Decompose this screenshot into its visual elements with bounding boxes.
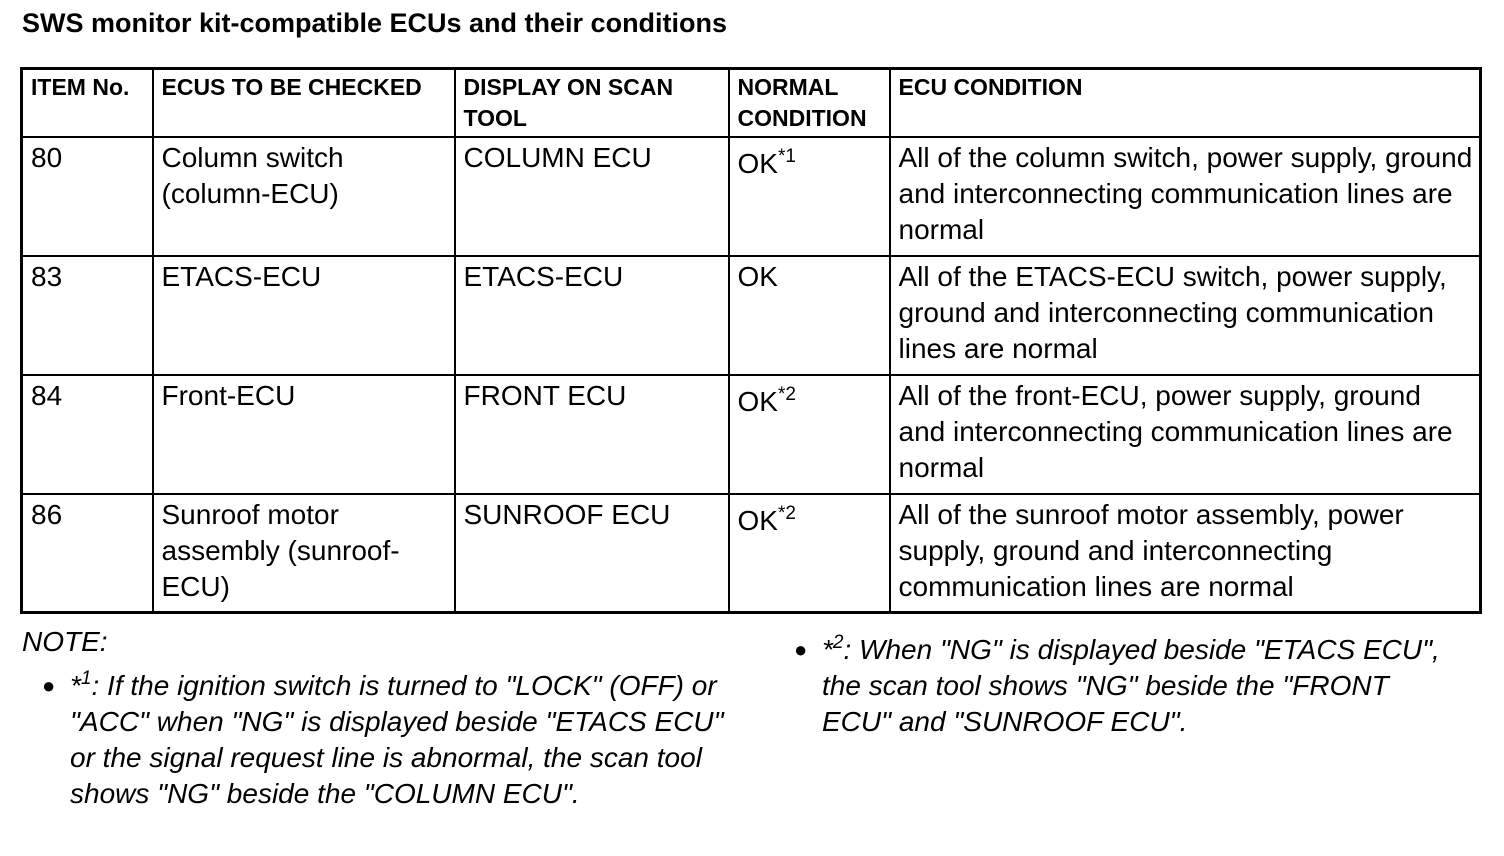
note-item — [774, 632, 1454, 740]
note-marker: * — [822, 634, 833, 665]
note-marker: * — [70, 670, 81, 701]
cell-normal-condition — [729, 494, 890, 613]
note-heading: NOTE: — [22, 626, 108, 657]
header-item-no: ITEM No. — [22, 69, 153, 137]
table-row — [22, 137, 1481, 256]
header-display-on-scan-tool: DISPLAY ON SCAN TOOL — [455, 69, 729, 137]
cell-display: ETACS-ECU — [455, 256, 729, 375]
header-normal-condition: NORMAL CONDITION — [729, 69, 890, 137]
cell-display: FRONT ECU — [455, 375, 729, 494]
note-column-right — [774, 632, 1454, 740]
note-list — [774, 632, 1454, 740]
cell-normal-condition — [729, 256, 890, 375]
cell-ecu: Sunroof motor assembly (sunroof-ECU) — [153, 494, 455, 613]
cell-ecu-condition: All of the ETACS-ECU switch, power supply, ground and interconnecting communication lines are normal — [890, 256, 1481, 375]
cell-ecu-condition: All of the front-ECU, power supply, ground and interconnecting communication lines are normal — [890, 375, 1481, 494]
cell-item-no: 83 — [22, 256, 153, 375]
cell-item-no: 80 — [22, 137, 153, 256]
note-marker-superscript: 1 — [80, 668, 92, 689]
cell-ecu: ETACS-ECU — [153, 256, 455, 375]
page-title: SWS monitor kit-compatible ECUs and their conditions — [22, 8, 728, 38]
cell-normal-condition — [729, 137, 890, 256]
footnote-marker: *2 — [777, 502, 796, 524]
note-text: : If the ignition switch is turned to "LOCK" (OFF) or "ACC" when "NG" is displayed beside "ETACS ECU" or the signal request line is abnormal, the scan tool shows "NG" beside the "COLUMN ECU". — [70, 670, 724, 809]
table-row — [22, 494, 1481, 613]
cell-ecu: Front-ECU — [153, 375, 455, 494]
ecu-table — [20, 67, 1482, 614]
cell-ecu: Column switch (column-ECU) — [153, 137, 455, 256]
header-ecu-condition: ECU CONDITION — [890, 69, 1481, 137]
cell-display: COLUMN ECU — [455, 137, 729, 256]
cell-ecu-condition: All of the column switch, power supply, ground and interconnecting communication lines are normal — [890, 137, 1481, 256]
header-ecus-to-be-checked: ECUS TO BE CHECKED — [153, 69, 455, 137]
normal-value: OK — [737, 260, 778, 292]
table-row — [22, 375, 1481, 494]
normal-value: OK — [737, 147, 778, 179]
bullet-icon: ● — [42, 673, 56, 698]
cell-item-no: 84 — [22, 375, 153, 494]
note-item — [22, 668, 752, 812]
cell-ecu-condition: All of the sunroof motor assembly, power supply, ground and interconnecting communication lines are normal — [890, 494, 1481, 613]
cell-item-no: 86 — [22, 494, 153, 613]
footnote-marker: *1 — [777, 145, 796, 167]
note-text: : When "NG" is displayed beside "ETACS ECU", the scan tool shows "NG" beside the "FRONT ECU" and "SUNROOF ECU". — [822, 634, 1440, 737]
normal-value: OK — [737, 504, 778, 536]
note-column-left — [22, 668, 752, 812]
cell-display: SUNROOF ECU — [455, 494, 729, 613]
note-list — [22, 668, 752, 812]
footnote-marker: *2 — [777, 383, 796, 405]
normal-value: OK — [737, 385, 778, 417]
table-row — [22, 256, 1481, 375]
cell-normal-condition — [729, 375, 890, 494]
table-header-row — [22, 69, 1481, 137]
note-marker-superscript: 2 — [832, 632, 844, 653]
bullet-icon: ● — [794, 637, 808, 662]
